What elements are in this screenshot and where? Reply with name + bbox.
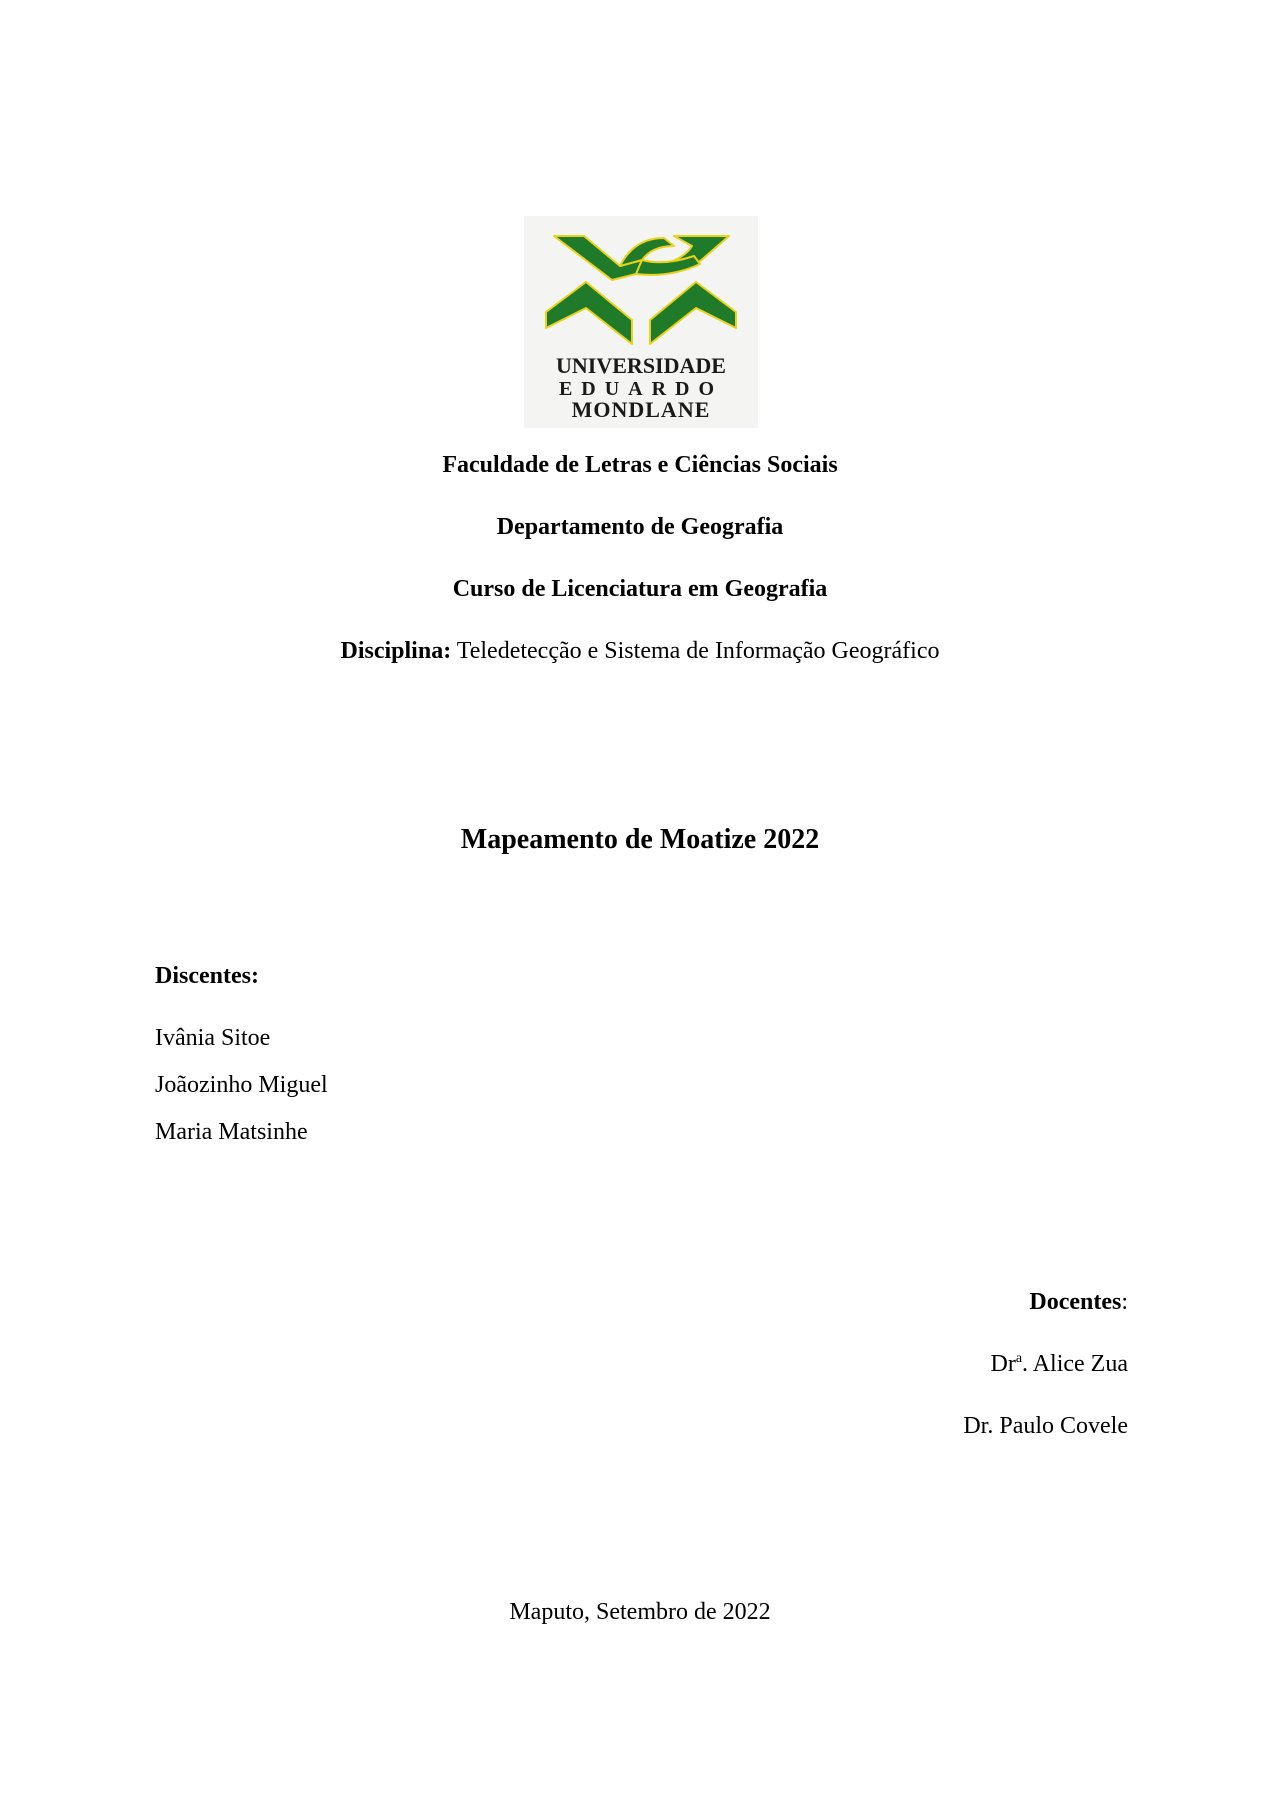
logo-emblem-mountains — [546, 282, 736, 344]
place-date: Maputo, Setembro de 2022 — [509, 1599, 771, 1625]
teacher1-prefix: Dr — [990, 1351, 1016, 1377]
students-label: Discentes: — [155, 963, 259, 989]
discipline-line — [0, 636, 1280, 666]
university-logo — [524, 216, 758, 428]
logo-emblem-top — [554, 236, 729, 280]
student-name: Joãozinho Miguel — [155, 1072, 328, 1098]
faculty-name: Faculdade de Letras e Ciências Sociais — [442, 452, 838, 478]
document-title: Mapeamento de Moatize 2022 — [460, 824, 820, 855]
department-name: Departamento de Geografia — [496, 514, 784, 540]
teachers-label: Docentes — [1029, 1289, 1122, 1315]
teacher-name — [990, 1349, 1128, 1379]
logo-text-line1: UNIVERSIDADE — [556, 353, 726, 378]
discipline-label: Disciplina: — [340, 638, 452, 664]
course-name: Curso de Licenciatura em Geografia — [452, 576, 828, 602]
teacher1-name: . Alice Zua — [1022, 1351, 1128, 1377]
logo-text-line3: MONDLANE — [571, 397, 711, 422]
logo-text-line2: EDUARDO — [558, 378, 724, 400]
teacher1-superscript: a — [1015, 1351, 1023, 1366]
discipline-value: Teledetecção e Sistema de Informação Geográfico — [451, 638, 940, 664]
logo-emblem — [524, 216, 758, 428]
teachers-label-suffix: : — [1121, 1289, 1128, 1315]
student-name: Maria Matsinhe — [155, 1119, 308, 1145]
student-name: Ivânia Sitoe — [155, 1025, 271, 1051]
teachers-label-line — [1029, 1287, 1128, 1317]
teacher-name: Dr. Paulo Covele — [963, 1413, 1128, 1439]
